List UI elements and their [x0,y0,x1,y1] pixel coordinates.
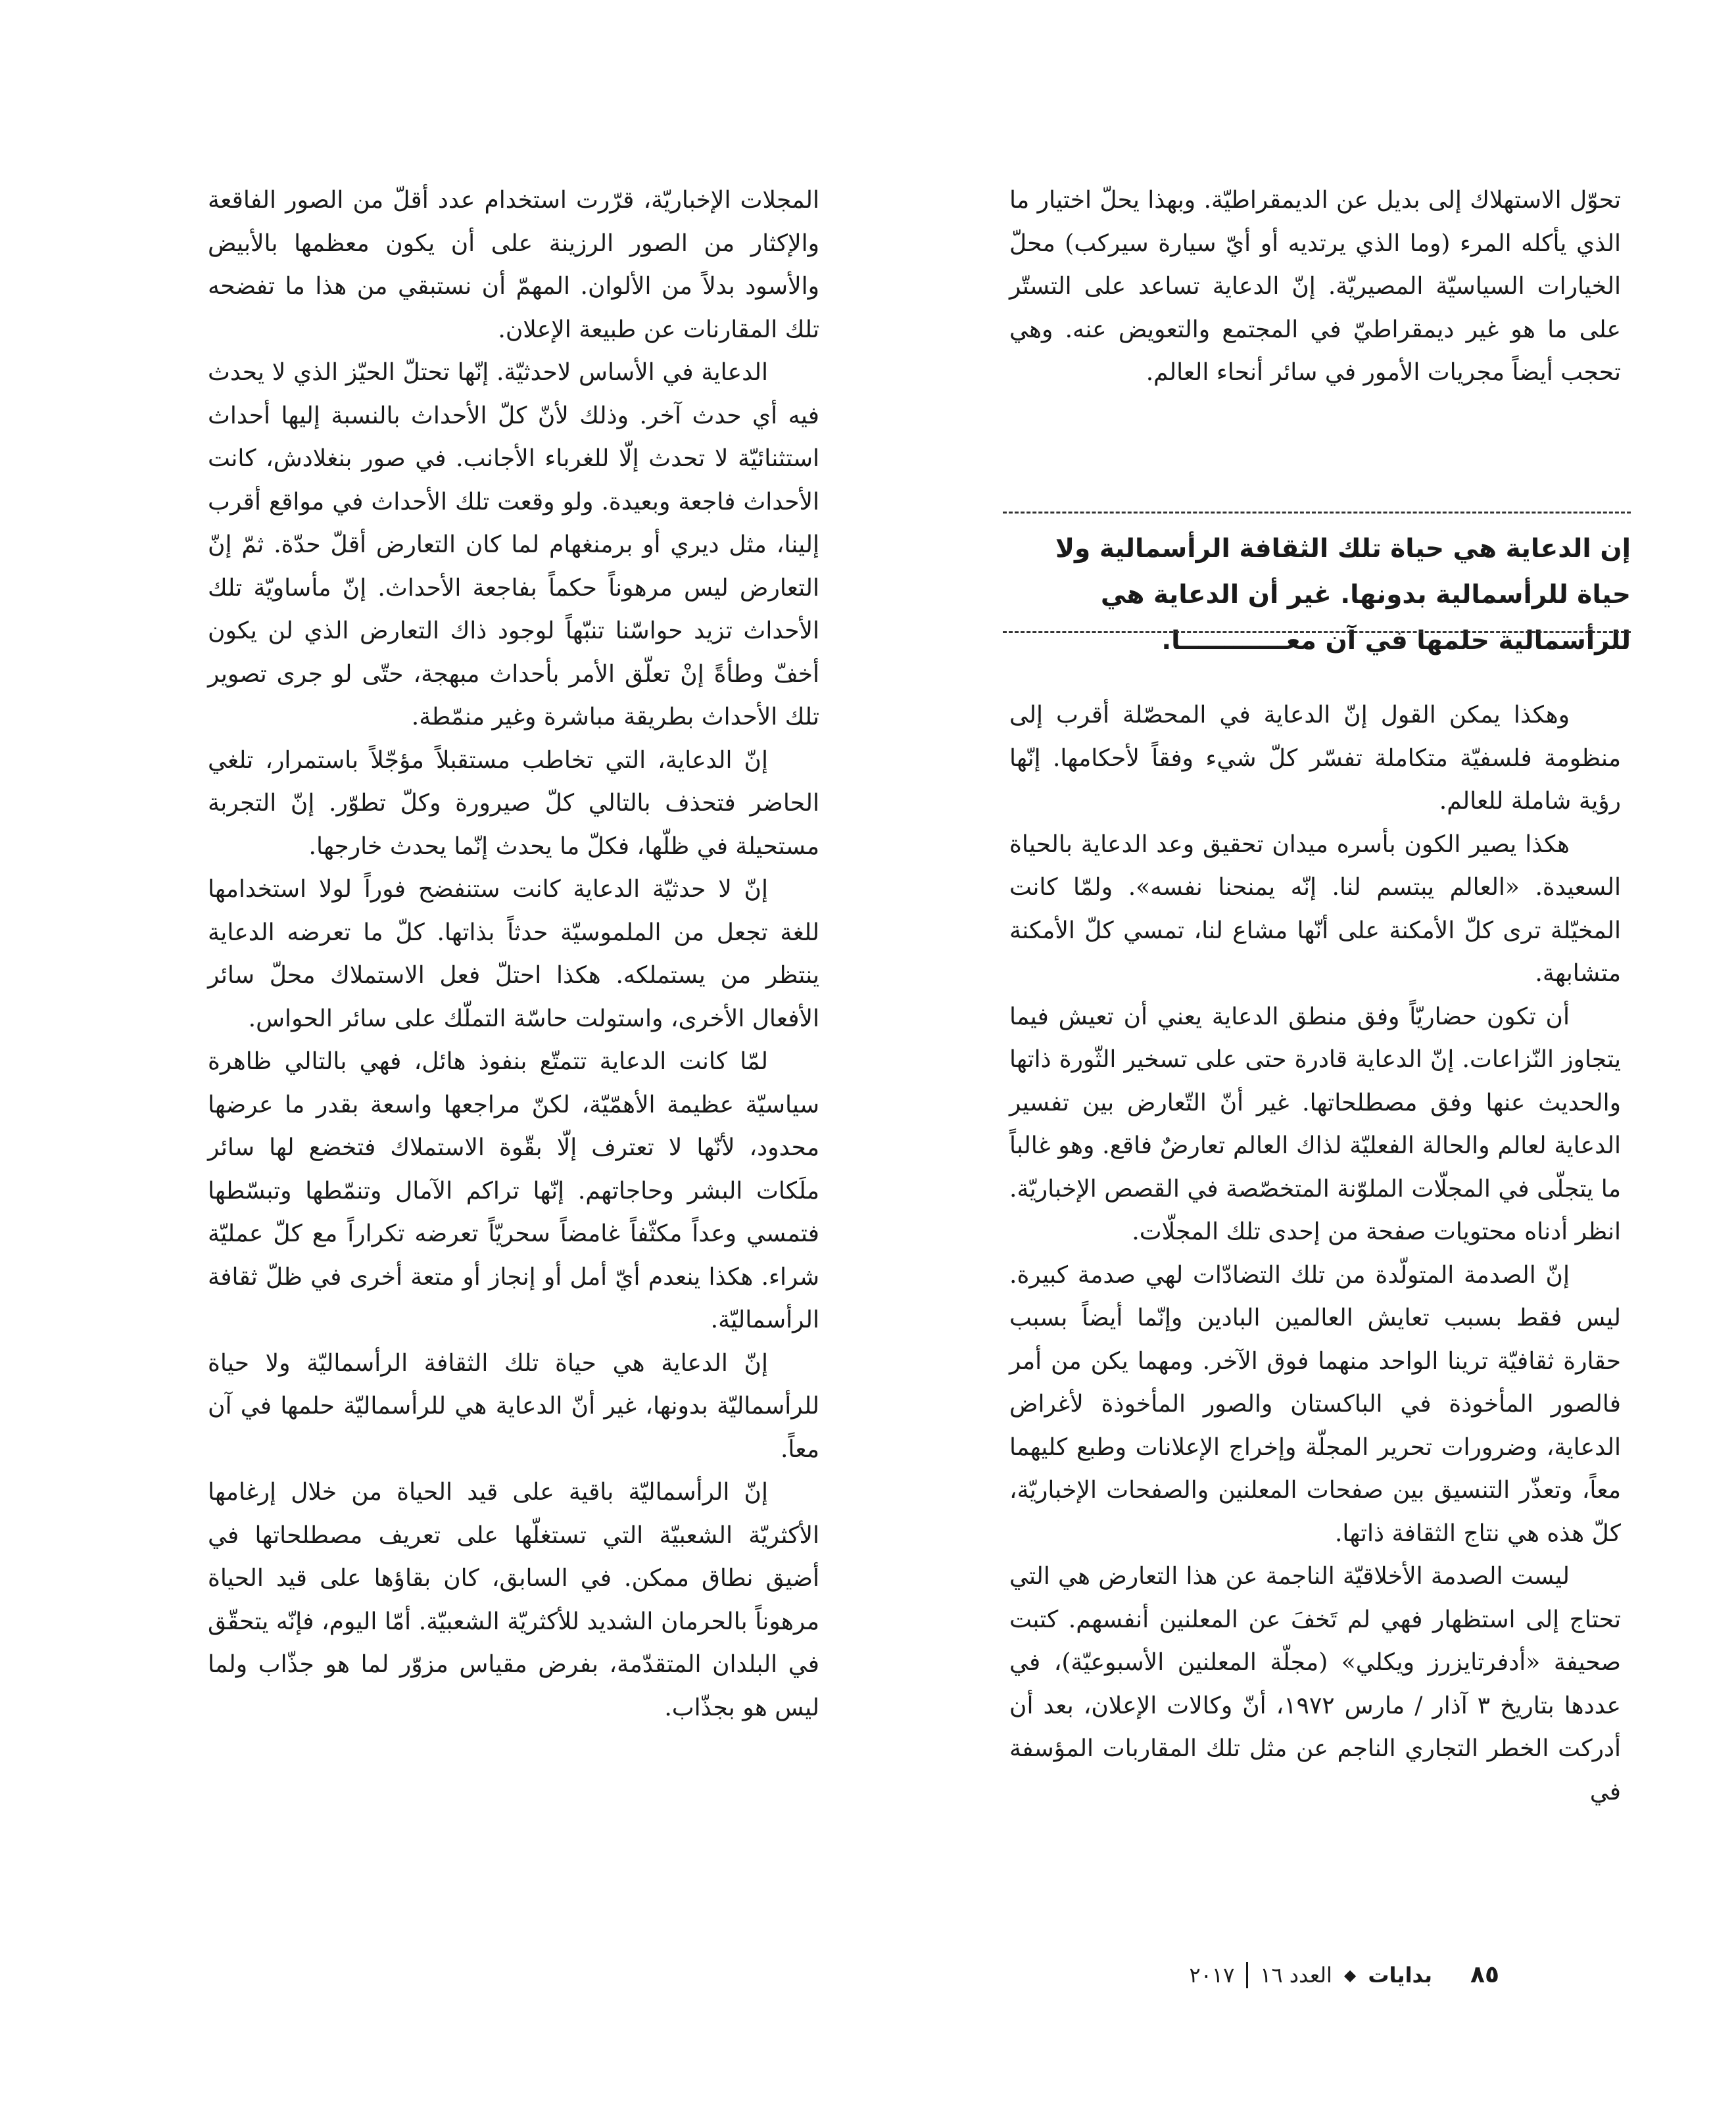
left-column [208,179,819,1729]
right-column-top [1009,179,1621,394]
paragraph: الدعاية في الأساس لاحدثيّة. إنّها تحتلّ الحيّز الذي لا يحدث فيه أي حدث آخر. وذلك لأنّ كلّ الأحداث بالنسبة إليها أحداث استثنائيّة لا تحدث إلّا للغرباء الأجانب. في صور بنغلادش، كانت الأحداث فاجعة وبعيدة. ولو وقعت تلك الأحداث في مواقع أقرب إلينا، مثل ديري أو برمنغهام لما كان التعارض أقلّ حدّة. ثمّ إنّ التعارض ليس مرهوناً حكماً بفاجعة الأحداث. إنّ مأساويّة تلك الأحداث تزيد حواسّنا تنبّهاً لوجود ذاك التعارض الذي لن يكون أخفّ وطأةً إنْ تعلّق الأمر بأحداث مبهجة، حتّى لو جرى تصوير تلك الأحداث بطريقة مباشرة وغير منمّطة. [208,359,819,730]
paragraph: المجلات الإخباريّة، قرّرت استخدام عدد أقلّ من الصور الفاقعة والإكثار من الصور الرزينة على أن يكون معظمها بالأبيض والأسود بدلاً من الألوان. المهمّ أن نستبقي من هذا ما تفضحه تلك المقارنات عن طبيعة الإعلان. [208,187,819,343]
issue-label: العدد ١٦ [1260,1962,1332,1988]
paragraph: أن تكون حضاريّاً وفق منطق الدعاية يعني أن تعيش فيما يتجاوز النّزاعات. إنّ الدعاية قادرة حتى على تسخير الثّورة ذاتها والحديث عنها وفق مصطلحاتها. غير أنّ التّعارض بين تفسير الدعاية لعالم والحالة الفعليّة لذاك العالم تعارضٌ فاقع. وهو غالباً ما يتجلّى في المجلّات الملوّنة المتخصّصة في القصص الإخباريّة. انظر أدناه محتويات صفحة من إحدى تلك المجلّات. [1009,1003,1621,1245]
paragraph: إنّ الدعاية، التي تخاطب مستقبلاً مؤجّلاً باستمرار، تلغي الحاضر فتحذف بالتالي كلّ صيرورة وكلّ تطوّر. إنّ التجربة مستحيلة في ظلّها، فكلّ ما يحدث إنّما يحدث خارجها. [208,746,819,860]
page-number: ٨٥ [1470,1961,1499,1988]
right-column-bottom [1009,694,1621,1813]
year-label: ٢٠١٧ [1189,1962,1235,1988]
paragraph: تحوّل الاستهلاك إلى بديل عن الديمقراطيّة. وبهذا يحلّ اختيار ما الذي يأكله المرء (وما الذي يرتديه أو أيّ سيارة سيركب) محلّ الخيارات السياسيّة المصيريّة. إنّ الدعاية تساعد على التستّر على ما هو غير ديمقراطيّ في المجتمع والتعويض عنه. وهي تحجب أيضاً مجريات الأمور في سائر أنحاء العالم. [1009,187,1622,386]
pull-quote: إن الدعاية هي حياة تلك الثقافة الرأسمالية ولا حياة للرأسمالية بدونها. غير أن الدعاية هي للرأسمالية حلمها في آن معــــــــــــا. [1055,534,1631,656]
paragraph: إنّ الرأسماليّة باقية على قيد الحياة من خلال إرغامها الأكثريّة الشعبيّة التي تستغلّها على تعريف مصطلحاتها في أضيق نطاق ممكن. في السابق، كان بقاؤها على قيد الحياة مرهوناً بالحرمان الشديد للأكثريّة الشعبيّة. أمّا اليوم، فإنّه يتحقّق في البلدان المتقدّمة، بفرض مقياس مزوّر لما هو جذّاب ولما ليس هو بجذّاب. [208,1479,819,1721]
paragraph: ليست الصدمة الأخلاقيّة الناجمة عن هذا التعارض هي التي تحتاج إلى استظهار فهي لم تَخفَ عن المعلنين أنفسهم. كتبت صحيفة «أدفرتايزرز ويكلي» (مجلّة المعلنين الأسبوعيّة)، في عددها بتاريخ ٣ آذار / مارس ١٩٧٢، أنّ وكالات الإعلان، بعد أن أدركت الخطر التجاري الناجم عن مثل تلك المقاربات المؤسفة في [1009,1563,1621,1805]
paragraph: إنّ الدعاية هي حياة تلك الثقافة الرأسماليّة ولا حياة للرأسماليّة بدونها، غير أنّ الدعاية هي للرأسماليّة حلمها في آن معاً. [208,1349,819,1463]
paragraph: وهكذا يمكن القول إنّ الدعاية في المحصّلة أقرب إلى منظومة فلسفيّة متكاملة تفسّر كلّ شيء وفقاً لأحكامها. إنّها رؤية شاملة للعالم. [1009,702,1621,815]
journal-name: بدايات [1368,1962,1433,1988]
paragraph: إنّ لا حدثيّة الدعاية كانت ستنفضح فوراً لولا استخدامها للغة تجعل من الملموسيّة حدثاً بذاتها. كلّ ما تعرضه الدعاية ينتظر من يستملكه. هكذا احتلّ فعل الاستملاك محلّ سائر الأفعال الأخرى، واستولت حاسّة التملّك على سائر الحواس. [208,876,819,1032]
diamond-icon: ◆ [1343,1965,1357,1984]
paragraph: إنّ الصدمة المتولّدة من تلك التضادّات لهي صدمة كبيرة. ليس فقط بسبب تعايش العالمين البادين وإنّما أيضاً بسبب حقارة ثقافيّة ترينا الواحد منهما فوق الآخر. ومهما يكن من أمر فالصور المأخوذة في الباكستان والصور المأخوذة لأغراض الدعاية، وضرورات تحرير المجلّة وإخراج الإعلانات وطبع كليهما معاً، وتعذّر التنسيق بين صفحات المعلنين والصفحات الإخباريّة، كلّ هذه هي نتاج الثقافة ذاتها. [1009,1261,1621,1547]
page-footer [1190,1961,1500,1988]
divider [1246,1962,1248,1988]
paragraph: هكذا يصير الكون بأسره ميدان تحقيق وعد الدعاية بالحياة السعيدة. «العالم يبتسم لنا. إنّه يمنحنا نفسه». ولمّا كانت المخيّلة ترى كلّ الأمكنة على أنّها مشاع لنا، تمسي كلّ الأمكنة متشابهة. [1009,830,1621,987]
paragraph: لمّا كانت الدعاية تتمتّع بنفوذ هائل، فهي بالتالي ظاهرة سياسيّة عظيمة الأهمّيّة، لكنّ مراجعها واسعة بقدر ما عرضها محدود، لأنّها لا تعترف إلّا بقّوة الاستملاك فتخضع لها سائر ملَكات البشر وحاجاتهم. إنّها تراكم الآمال وتنمّطها وتبسّطها فتمسي وعداً مكثّفاً غامضاً سحريّاً تعرضه تكراراً مع كلّ عمليّة شراء. هكذا ينعدم أيّ أمل أو إنجاز أو متعة أخرى في ظلّ ثقافة الرأسماليّة. [208,1048,819,1333]
pullquote-top-rule [1003,512,1631,514]
pullquote-bottom-rule [1003,631,1631,633]
